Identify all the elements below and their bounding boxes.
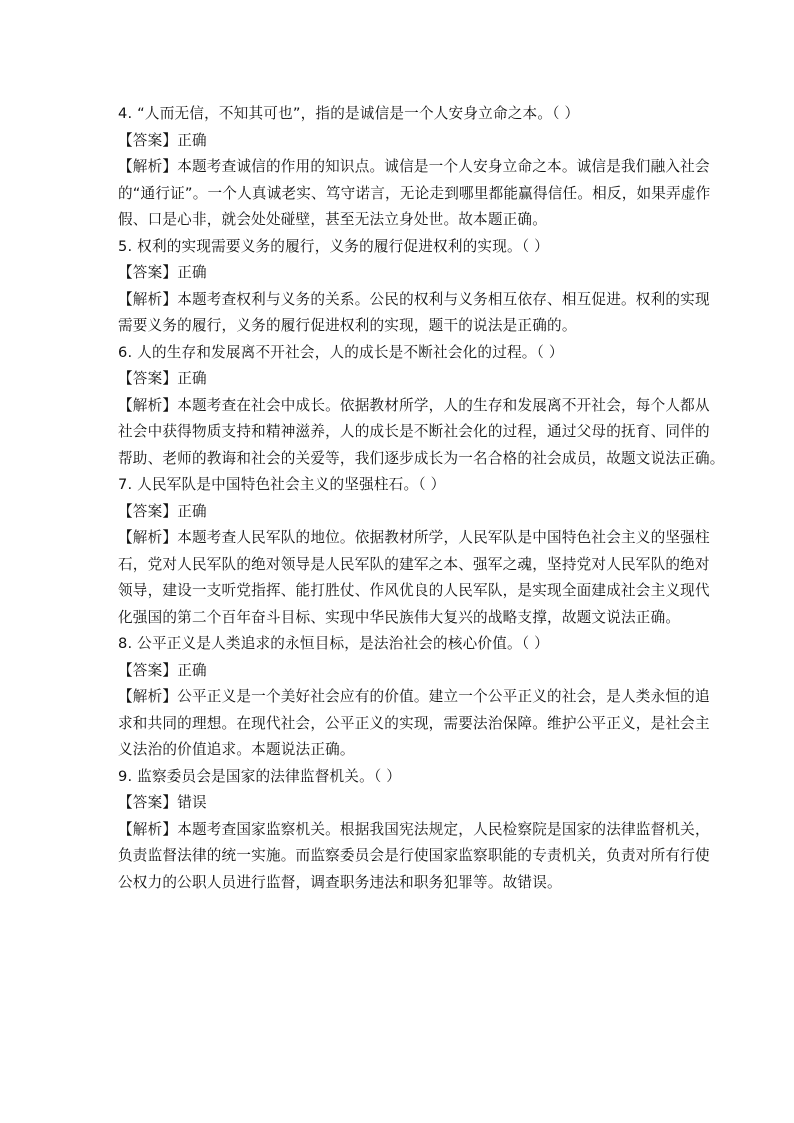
analysis-line bbox=[118, 313, 684, 340]
answer-value: 正确 bbox=[177, 370, 207, 387]
answer-tag: 【答案】 bbox=[118, 131, 178, 149]
analysis-tag: 【解析】 bbox=[118, 158, 178, 175]
analysis-text: 公平正义是一个美好社会应有的价值。建立一个公平正义的社会，是人类永恒的追 bbox=[177, 688, 710, 705]
analysis-line bbox=[118, 605, 684, 632]
analysis-line bbox=[118, 181, 711, 208]
analysis-line bbox=[118, 419, 710, 446]
answer-value: 正确 bbox=[177, 502, 207, 520]
analysis-text: 公权力的公职人员进行监督，调查职务违法和职务犯罪等。故错误。 bbox=[118, 873, 562, 891]
analysis-text: 社会中获得物质支持和精神滋养，人的成长是不断社会化的过程，通过父母的抚育、同伴的 bbox=[118, 423, 710, 440]
answer-line bbox=[118, 658, 684, 685]
answer-value: 正确 bbox=[177, 131, 207, 149]
answer-tag: 【答案】 bbox=[118, 264, 178, 281]
question-text: 8. 公平正义是人类追求的永恒目标，是法治社会的核心价值。（ ） bbox=[118, 635, 549, 652]
analysis-tag: 【解析】 bbox=[118, 396, 178, 414]
question-list bbox=[118, 101, 725, 896]
analysis-line bbox=[118, 817, 710, 844]
answer-line bbox=[118, 128, 684, 155]
analysis-text: 求和共同的理想。在现代社会，公平正义的实现，需要法治保障。维护公平正义，是社会主 bbox=[118, 714, 710, 732]
question-text: 4. “人而无信，不知其可也”，指的是诚信是一个人安身立命之本。（ ） bbox=[118, 105, 580, 122]
analysis-text: 本题考查国家监察机关。根据我国宪法规定，人民检察院是国家的法律监督机关， bbox=[177, 820, 710, 838]
question-block bbox=[118, 764, 710, 897]
answer-tag: 【答案】 bbox=[118, 502, 178, 520]
answer-line bbox=[118, 499, 684, 526]
question-text: 9. 监察委员会是国家的法律监督机关。（ ） bbox=[118, 767, 401, 785]
analysis-line bbox=[118, 525, 710, 552]
answer-value: 正确 bbox=[177, 661, 207, 679]
analysis-line bbox=[118, 843, 710, 870]
analysis-text: 本题考查人民军队的地位。依据教材所学，人民军队是中国特色社会主义的坚强柱 bbox=[177, 529, 710, 546]
question-block bbox=[118, 631, 710, 764]
analysis-tag: 【解析】 bbox=[118, 529, 178, 546]
analysis-line bbox=[118, 552, 710, 579]
analysis-line bbox=[118, 684, 710, 711]
question-block bbox=[118, 472, 710, 631]
analysis-line bbox=[118, 207, 684, 234]
analysis-line bbox=[118, 446, 725, 473]
question-block bbox=[118, 234, 710, 340]
analysis-line bbox=[118, 870, 684, 897]
analysis-line bbox=[118, 578, 710, 605]
question-block bbox=[118, 101, 711, 234]
analysis-text: 本题考查权利与义务的关系。公民的权利与义务相互依存、相互促进。权利的实现 bbox=[177, 290, 710, 308]
answer-line bbox=[118, 790, 684, 817]
answer-tag: 【答案】 bbox=[118, 370, 178, 387]
answer-line bbox=[118, 366, 684, 393]
analysis-tag: 【解析】 bbox=[118, 290, 178, 308]
answer-line bbox=[118, 260, 684, 287]
analysis-text: 领导，建设一支听党指挥、能打胜仗、作风优良的人民军队，是实现全面建成社会主义现代 bbox=[118, 582, 710, 599]
question-block bbox=[118, 340, 725, 473]
question-text: 7. 人民军队是中国特色社会主义的坚强柱石。（ ） bbox=[118, 476, 446, 493]
question-text: 5. 权利的实现需要义务的履行，义务的履行促进权利的实现。（ ） bbox=[118, 237, 549, 255]
analysis-line bbox=[118, 737, 684, 764]
analysis-text: 本题考查在社会中成长。依据教材所学，人的生存和发展离不开社会，每个人都从 bbox=[177, 396, 710, 414]
analysis-text: 本题考查诚信的作用的知识点。诚信是一个人安身立命之本。诚信是我们融入社会 bbox=[177, 158, 710, 175]
analysis-text: 需要义务的履行，义务的履行促进权利的实现，题干的说法是正确的。 bbox=[118, 317, 577, 334]
analysis-text: 的“通行证”。一个人真诚老实、笃守诺言，无论走到哪里都能赢得信任。相反，如果弄虚作 bbox=[118, 184, 711, 202]
analysis-text: 义法治的价值追求。本题说法正确。 bbox=[118, 741, 355, 758]
analysis-text: 化强国的第二个百年奋斗目标、实现中华民族伟大复兴的战略支撑，故题文说法正确。 bbox=[118, 608, 681, 626]
analysis-text: 石，党对人民军队的绝对领导是人民军队的建军之本、强军之魂，坚持党对人民军队的绝对 bbox=[118, 555, 710, 573]
analysis-line bbox=[118, 711, 710, 738]
analysis-line bbox=[118, 287, 710, 314]
analysis-text: 负责监督法律的统一实施。而监察委员会是行使国家监察职能的专责机关，负责对所有行使 bbox=[118, 847, 710, 864]
analysis-line bbox=[118, 154, 710, 181]
answer-tag: 【答案】 bbox=[118, 661, 178, 679]
analysis-tag: 【解析】 bbox=[118, 688, 178, 705]
analysis-text: 假、口是心非，就会处处碰壁，甚至无法立身处世。故本题正确。 bbox=[118, 211, 548, 228]
analysis-tag: 【解析】 bbox=[118, 820, 178, 838]
answer-value: 正确 bbox=[177, 264, 207, 281]
question-text: 6. 人的生存和发展离不开社会，人的成长是不断社会化的过程。（ ） bbox=[118, 343, 564, 361]
answer-tag: 【答案】 bbox=[118, 794, 178, 811]
analysis-text: 帮助、老师的教诲和社会的关爱等，我们逐步成长为一名合格的社会成员，故题文说法正确。 bbox=[118, 449, 725, 467]
analysis-line bbox=[118, 393, 710, 420]
answer-value: 错误 bbox=[177, 794, 207, 811]
